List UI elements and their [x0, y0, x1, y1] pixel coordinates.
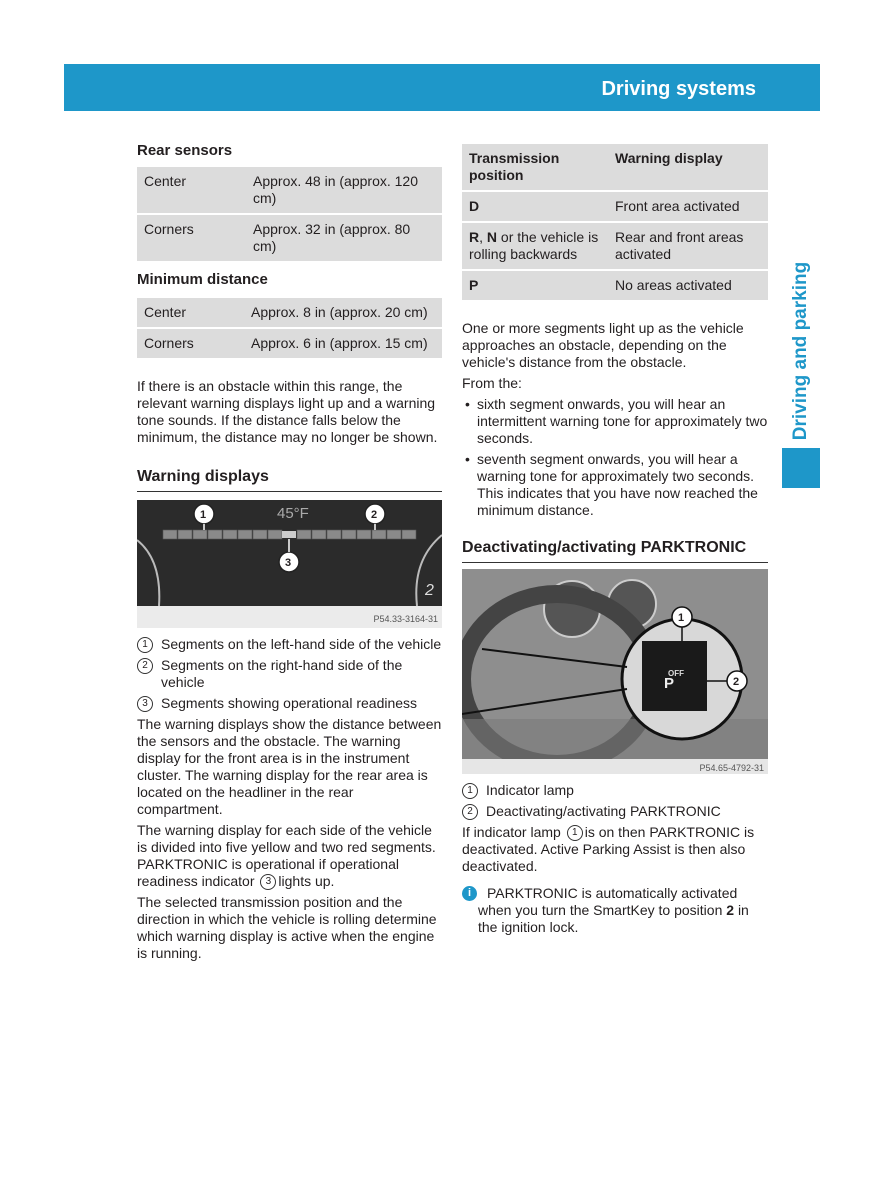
- table-row: [137, 215, 442, 261]
- legend-item: [137, 636, 442, 653]
- number-circle-icon: 1: [462, 783, 478, 799]
- minimum-distance-heading: Minimum distance: [137, 271, 268, 288]
- from-the-text: From the:: [462, 375, 522, 391]
- legend-text: Segments on the left-hand side of the vehicle: [161, 636, 442, 652]
- table-row: [137, 167, 442, 213]
- paragraph-text: If indicator lamp: [462, 824, 561, 840]
- table-cell: No areas activated: [608, 271, 768, 300]
- figure-code: P54.33-3164-31: [373, 614, 438, 624]
- paragraph-text: lights up.: [278, 873, 335, 889]
- segments-paragraph: [137, 822, 442, 890]
- header-divider: [830, 70, 831, 105]
- table-cell: Center: [137, 167, 246, 213]
- deactivating-heading: Deactivating/activating PARKTRONIC: [462, 539, 768, 563]
- number-circle-icon: 3: [260, 874, 276, 890]
- legend-text: Deactivating/activating PARKTRONIC: [486, 803, 721, 819]
- segments-text: One or more segments light up as the vehicle approaches an obstacle, depending on the vehicle's distance from the obstacle.: [462, 320, 744, 370]
- legend-item: [462, 803, 768, 820]
- warning-paragraph-2: The selected transmission position and the direction in which the vehicle is rolling determine which warning display is active when the engine is running.: [137, 894, 437, 962]
- table-row: [462, 223, 768, 269]
- number-circle-icon: 1: [137, 637, 153, 653]
- legend-text: Indicator lamp: [486, 782, 574, 798]
- button-off-label: OFF: [668, 669, 684, 678]
- deactivating-legend: [462, 782, 768, 820]
- separator-text: ,: [479, 229, 487, 245]
- side-tab-marker: [782, 448, 820, 488]
- obstacle-paragraph: If there is an obstacle within this range, the relevant warning displays light up and a warning tone sounds. If the distance falls below the minimum, the distance may no longer be shown.: [137, 378, 438, 445]
- number-circle-icon: 2: [462, 804, 478, 820]
- table-cell: Approx. 48 in (approx. 120 cm): [246, 167, 442, 213]
- table-row: [137, 329, 442, 358]
- callout-1: 1: [200, 509, 207, 521]
- page-header: [64, 64, 870, 111]
- table-cell: Corners: [137, 329, 244, 358]
- table-cell: D: [462, 192, 608, 221]
- warning-displays-heading: Warning displays: [137, 468, 442, 492]
- table-cell: P: [462, 271, 608, 300]
- bullet-item: • seventh segment onwards, you will hear a warning tone for approximately two seconds. This indicates that you have now reached the minimum distance.: [462, 451, 768, 519]
- number-circle-icon: 2: [137, 658, 153, 674]
- bullet-item: • sixth segment onwards, you will hear an intermittent warning tone for approximately two seconds.: [462, 396, 768, 447]
- legend-item: [137, 695, 442, 712]
- left-column: [137, 142, 442, 966]
- legend-text: Segments showing operational readiness: [161, 695, 418, 711]
- info-icon: i: [462, 886, 477, 901]
- table-header: Transmission position: [462, 144, 608, 190]
- note-text: in the ignition lock.: [478, 902, 749, 936]
- table-cell: Approx. 32 in (approx. 80 cm): [246, 215, 442, 261]
- table-cell: Rear and front areas activated: [608, 223, 768, 269]
- transmission-table: [462, 142, 768, 302]
- warning-legend: [137, 636, 442, 712]
- figure-code: P54.65-4792-31: [699, 763, 764, 773]
- page-number: 215: [841, 82, 870, 101]
- table-cell: Corners: [137, 215, 246, 261]
- indicator-paragraph: [462, 824, 768, 875]
- number-circle-icon: 1: [567, 825, 583, 841]
- table-cell: Center: [137, 298, 244, 327]
- table-cell: Front area activated: [608, 192, 768, 221]
- gear-letter: N: [486, 229, 498, 245]
- gear-letter: R: [469, 229, 480, 245]
- table-header-row: [462, 144, 768, 190]
- cell-text: or the vehicle is rolling backwards: [469, 229, 599, 262]
- right-column: [462, 142, 768, 936]
- paragraph-text: The warning display for each side of the vehicle is divided into five yellow and two red segments. PARKTRONIC is operational if operational readiness indicator: [137, 822, 436, 889]
- info-note: [462, 885, 768, 936]
- table-row: [137, 298, 442, 327]
- side-tab-label: Driving and parking: [790, 261, 811, 441]
- legend-text: Segments on the right-hand side of the vehicle: [161, 657, 403, 690]
- paragraph-text: is on then PARKTRONIC is deactivated. Active Parking Assist is then also deactivated.: [462, 824, 755, 875]
- note-text: PARKTRONIC is automatically activated when you turn the SmartKey to position: [478, 885, 738, 919]
- parktronic-button-image: [462, 569, 768, 774]
- minimum-distance-table: [137, 296, 442, 360]
- callout-3: 3: [285, 557, 292, 569]
- table-cell: [462, 223, 608, 269]
- table-row: [462, 271, 768, 300]
- table-cell: Approx. 6 in (approx. 15 cm): [244, 329, 442, 358]
- instrument-cluster-image: [137, 500, 442, 628]
- table-cell: Approx. 8 in (approx. 20 cm): [244, 298, 442, 327]
- callout-1: 1: [678, 612, 685, 624]
- callout-2: 2: [371, 509, 378, 521]
- legend-item: [462, 782, 768, 799]
- section-title: Driving systems: [601, 78, 756, 100]
- temperature-readout: 45°F: [277, 505, 309, 522]
- gauge-digit: 2: [425, 582, 434, 599]
- table-row: [462, 192, 768, 221]
- legend-item: [137, 657, 442, 691]
- rear-sensors-heading: Rear sensors: [137, 142, 233, 159]
- number-circle-icon: 3: [137, 696, 153, 712]
- rear-sensors-table: [137, 165, 442, 263]
- note-bold-text: 2: [726, 902, 735, 919]
- table-header: Warning display: [608, 144, 768, 190]
- callout-2: 2: [733, 676, 740, 688]
- parktronic-symbol-icon: P: [664, 675, 675, 692]
- warning-paragraph-1: The warning displays show the distance between the sensors and the obstacle. The warning display for the front area is in the instrument cluster. The warning display for the rear area is located on the headliner in the rear compartment.: [137, 716, 442, 817]
